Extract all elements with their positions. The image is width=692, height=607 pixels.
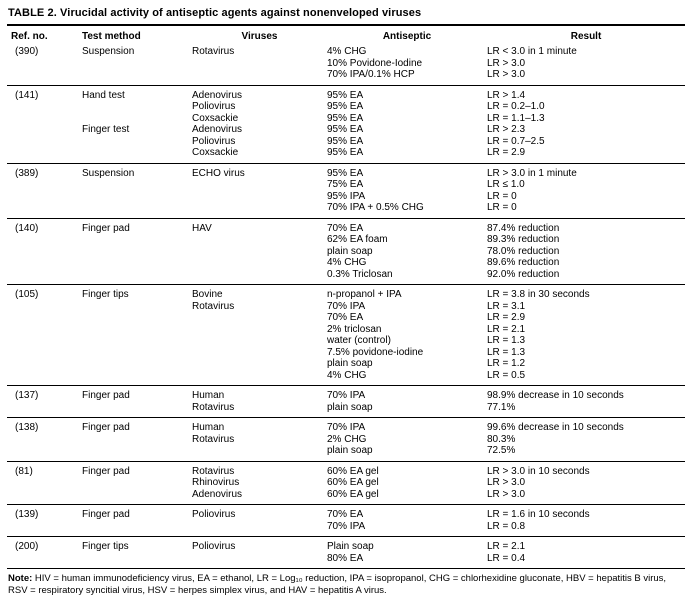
method-cell — [82, 147, 192, 163]
virus-cell: Coxsackie — [192, 147, 239, 158]
ref-cell — [7, 113, 82, 125]
antiseptic-cell: 95% EA — [327, 101, 364, 112]
method-cell: Finger tips — [82, 285, 192, 301]
result-cell: LR > 3.0 in 1 minute — [487, 163, 685, 179]
result-cell: LR > 2.3 — [487, 124, 526, 135]
method-cell — [82, 445, 192, 461]
ref-cell — [7, 202, 82, 218]
antiseptic-cell: 70% IPA — [327, 418, 487, 434]
table-row — [7, 218, 685, 234]
antiseptic-cell: 7.5% povidone-iodine — [327, 346, 424, 358]
method-cell — [82, 335, 192, 347]
table-row — [7, 370, 685, 386]
result-cell: LR = 3.1 — [487, 300, 526, 312]
antiseptic-cell: plain soap — [327, 401, 373, 413]
result-cell: 98.9% decrease in 10 seconds — [487, 386, 685, 402]
antiseptic-cell: 70% IPA — [327, 520, 366, 532]
table-row — [7, 505, 685, 521]
antiseptic-cell: 0.3% Triclosan — [327, 268, 393, 280]
result-cell: 87.4% reduction — [487, 218, 685, 234]
table-row — [7, 246, 685, 258]
result-cell: 89.3% reduction — [487, 234, 560, 245]
virus-cell — [192, 553, 327, 569]
virus-cell: Poliovirus — [192, 135, 236, 147]
result-cell: LR = 0 — [487, 190, 517, 202]
table-row — [7, 402, 685, 418]
virus-cell: Rotavirus — [192, 461, 327, 477]
method-cell — [82, 553, 192, 569]
method-cell — [82, 257, 192, 269]
antiseptic-cell: plain soap — [327, 445, 373, 456]
ref-cell — [7, 234, 82, 246]
result-cell: LR > 3.0 — [487, 69, 526, 80]
ref-cell — [7, 434, 82, 446]
antiseptic-cell: 70% IPA/0.1% HCP — [327, 69, 415, 80]
result-cell: LR = 2.1 — [487, 323, 526, 335]
table-row — [7, 434, 685, 446]
table-row — [7, 477, 685, 489]
virus-cell: Rhinovirus — [192, 477, 240, 488]
method-cell: Finger pad — [82, 418, 192, 434]
result-cell: LR = 0.8 — [487, 520, 526, 532]
table-row — [7, 335, 685, 347]
method-cell — [82, 58, 192, 70]
virus-cell: Bovine — [192, 285, 327, 301]
table-row — [7, 521, 685, 537]
method-cell: Finger pad — [82, 386, 192, 402]
virus-cell — [192, 69, 327, 85]
result-cell: LR = 1.3 — [487, 346, 526, 358]
virus-cell — [192, 370, 327, 386]
table-row — [7, 234, 685, 246]
table-title-text: Virucidal activity of antiseptic agents against nonenveloped viruses — [60, 7, 422, 19]
ref-cell — [7, 136, 82, 148]
antiseptic-cell: 70% EA — [327, 218, 487, 234]
ref-cell — [7, 191, 82, 203]
virus-cell — [192, 234, 327, 246]
column-header-result: Result — [487, 25, 685, 46]
virus-cell — [192, 347, 327, 359]
table-row — [7, 163, 685, 179]
column-header-ref-no: Ref. no. — [7, 25, 82, 46]
method-cell — [82, 101, 192, 113]
result-cell: LR = 1.2 — [487, 358, 526, 369]
antiseptic-cell: 95% EA — [327, 85, 487, 101]
result-cell: LR ≤ 1.0 — [487, 179, 525, 190]
antiseptic-cell: 70% EA — [327, 505, 487, 521]
method-cell — [82, 113, 192, 125]
ref-cell — [7, 69, 82, 85]
method-cell — [82, 324, 192, 336]
table-row — [7, 358, 685, 370]
virus-cell — [192, 335, 327, 347]
antiseptic-cell: 70% IPA — [327, 386, 487, 402]
result-cell: LR = 0.2–1.0 — [487, 101, 545, 112]
antiseptic-cell: 95% EA — [327, 124, 364, 135]
virus-cell: Poliovirus — [192, 505, 327, 521]
result-cell: LR = 0.7–2.5 — [487, 135, 545, 147]
antiseptic-cell: 75% EA — [327, 179, 364, 190]
table-row — [7, 489, 685, 505]
table-row — [7, 553, 685, 569]
ref-cell: (81) — [7, 461, 82, 477]
virus-cell — [192, 358, 327, 370]
ref-cell — [7, 101, 82, 113]
virus-cell: HAV — [192, 218, 327, 234]
antiseptic-cell: 10% Povidone-Iodine — [327, 57, 423, 69]
result-cell: 89.6% reduction — [487, 257, 560, 268]
antiseptic-cell: 4% CHG — [327, 369, 367, 381]
method-cell — [82, 269, 192, 285]
method-cell — [82, 179, 192, 191]
antiseptic-cell: plain soap — [327, 358, 373, 369]
table-row — [7, 69, 685, 85]
ref-cell — [7, 477, 82, 489]
table-row — [7, 445, 685, 461]
virus-cell: Rotavirus — [192, 401, 235, 413]
table-row — [7, 537, 685, 553]
table-row — [7, 301, 685, 313]
antiseptic-cell: 62% EA foam — [327, 234, 388, 245]
ref-cell: (390) — [15, 46, 39, 57]
virus-cell: Rotavirus — [192, 46, 235, 57]
virus-cell — [192, 269, 327, 285]
ref-cell — [7, 312, 82, 324]
virus-cell: Rotavirus — [192, 300, 235, 312]
ref-cell — [7, 358, 82, 370]
table-title — [7, 5, 685, 24]
virus-cell — [192, 179, 327, 191]
result-cell: LR = 0.5 — [487, 369, 526, 381]
method-cell: Suspension — [82, 46, 135, 57]
ref-cell — [7, 347, 82, 359]
table-header-row — [7, 25, 685, 46]
result-cell: 92.0% reduction — [487, 268, 560, 280]
virus-cell: Adenovirus — [192, 85, 327, 101]
antiseptic-cell: 4% CHG — [327, 46, 367, 57]
table-title-label: TABLE 2. — [8, 7, 57, 19]
virucidal-activity-table — [7, 24, 685, 569]
method-cell — [82, 434, 192, 446]
ref-cell — [7, 147, 82, 163]
virus-cell: Poliovirus — [192, 101, 236, 112]
ref-cell — [7, 521, 82, 537]
virus-cell: ECHO virus — [192, 163, 327, 179]
antiseptic-cell: 95% IPA — [327, 190, 366, 202]
virus-cell — [192, 521, 327, 537]
result-cell: 80.3% — [487, 433, 516, 445]
method-cell — [82, 234, 192, 246]
method-cell — [82, 301, 192, 313]
table-row — [7, 191, 685, 203]
method-cell — [82, 370, 192, 386]
antiseptic-cell: 95% EA — [327, 163, 487, 179]
table-row — [7, 179, 685, 191]
virus-cell: Coxsackie — [192, 112, 239, 124]
virus-cell: Adenovirus — [192, 488, 243, 500]
table-note-label: Note: — [8, 573, 33, 584]
method-cell — [82, 136, 192, 148]
antiseptic-cell: 95% EA — [327, 147, 364, 158]
table-row — [7, 386, 685, 402]
table-body — [7, 46, 685, 569]
result-cell: LR = 1.3 — [487, 335, 526, 346]
method-cell: Finger pad — [82, 461, 192, 477]
method-cell — [82, 402, 192, 418]
antiseptic-cell: 60% EA gel — [327, 488, 379, 500]
table-row — [7, 46, 685, 58]
method-cell — [82, 69, 192, 85]
virus-cell — [192, 445, 327, 461]
result-cell: LR = 1.1–1.3 — [487, 112, 545, 124]
virus-cell: Adenovirus — [192, 124, 243, 135]
virus-cell: Human — [192, 418, 327, 434]
result-cell: LR = 0 — [487, 202, 517, 213]
ref-cell — [7, 335, 82, 347]
table-row — [7, 58, 685, 70]
antiseptic-cell: n-propanol + IPA — [327, 285, 487, 301]
result-cell: 72.5% — [487, 445, 516, 456]
antiseptic-cell: 70% IPA — [327, 300, 366, 312]
method-cell: Suspension — [82, 163, 192, 179]
antiseptic-cell: 95% EA — [327, 112, 364, 124]
antiseptic-cell: 95% EA — [327, 135, 364, 147]
result-cell: LR > 1.4 — [487, 85, 685, 101]
ref-cell: (200) — [7, 537, 82, 553]
table-row — [7, 312, 685, 324]
ref-cell — [7, 58, 82, 70]
ref-cell: (141) — [7, 85, 82, 101]
result-cell: LR < 3.0 in 1 minute — [487, 46, 577, 57]
method-cell: Hand test — [82, 85, 192, 101]
table-row — [7, 124, 685, 136]
table-row — [7, 101, 685, 113]
antiseptic-cell: plain soap — [327, 245, 373, 257]
ref-cell — [7, 489, 82, 505]
method-cell — [82, 347, 192, 359]
virus-cell: Human — [192, 386, 327, 402]
antiseptic-cell: 2% triclosan — [327, 323, 382, 335]
method-cell: Finger pad — [82, 505, 192, 521]
virus-cell: Rotavirus — [192, 433, 235, 445]
antiseptic-cell: Plain soap — [327, 537, 487, 553]
table-note-text: HIV = human immunodeficiency virus, EA = ethanol, LR = Log₁₀ reduction, IPA = isopropanol, CHG = chlorhexidine gluconate, HBV = hepatitis B virus, RSV = respiratory syncitial virus, HSV = herpes simplex virus, and HAV = hepatitis A virus. — [8, 573, 667, 596]
virus-cell — [192, 312, 327, 324]
table-row — [7, 269, 685, 285]
ref-cell: (105) — [7, 285, 82, 301]
table-row — [7, 202, 685, 218]
result-cell: LR > 3.0 — [487, 57, 526, 69]
virus-cell — [192, 202, 327, 218]
virus-cell — [192, 324, 327, 336]
virus-cell — [192, 58, 327, 70]
ref-cell — [7, 179, 82, 191]
method-cell: Finger test — [82, 124, 130, 135]
result-cell: LR = 2.9 — [487, 147, 526, 158]
ref-cell — [7, 124, 82, 136]
ref-cell — [7, 370, 82, 386]
method-cell: Finger pad — [82, 218, 192, 234]
result-cell: 77.1% — [487, 401, 516, 413]
result-cell: 99.6% decrease in 10 seconds — [487, 418, 685, 434]
virus-cell: Poliovirus — [192, 537, 327, 553]
table-row — [7, 418, 685, 434]
result-cell: LR = 1.6 in 10 seconds — [487, 505, 685, 521]
result-cell: LR = 0.4 — [487, 552, 526, 564]
table-row — [7, 347, 685, 359]
table-note — [7, 569, 685, 597]
virus-cell — [192, 246, 327, 258]
table-row — [7, 285, 685, 301]
ref-cell — [7, 246, 82, 258]
virus-cell — [192, 191, 327, 203]
table-row — [7, 257, 685, 269]
ref-cell: (138) — [7, 418, 82, 434]
method-cell — [82, 312, 192, 324]
result-cell: LR > 3.0 in 10 seconds — [487, 461, 685, 477]
method-cell — [82, 246, 192, 258]
result-cell: LR = 3.8 in 30 seconds — [487, 285, 685, 301]
antiseptic-cell: 70% IPA + 0.5% CHG — [327, 202, 424, 213]
antiseptic-cell: 60% EA gel — [327, 477, 379, 488]
table-row — [7, 147, 685, 163]
antiseptic-cell: 4% CHG — [327, 257, 367, 268]
table-row — [7, 113, 685, 125]
column-header-test-method: Test method — [82, 25, 192, 46]
method-cell — [82, 202, 192, 218]
antiseptic-cell: 70% EA — [327, 312, 364, 323]
ref-cell: (140) — [7, 218, 82, 234]
ref-cell: (137) — [7, 386, 82, 402]
table-row — [7, 461, 685, 477]
method-cell — [82, 191, 192, 203]
antiseptic-cell: water (control) — [327, 335, 391, 346]
ref-cell — [7, 402, 82, 418]
method-cell — [82, 489, 192, 505]
result-cell: LR > 3.0 — [487, 477, 526, 488]
result-cell: 78.0% reduction — [487, 245, 560, 257]
table-row — [7, 85, 685, 101]
antiseptic-cell: 2% CHG — [327, 433, 367, 445]
table-row — [7, 136, 685, 148]
antiseptic-cell: 80% EA — [327, 552, 364, 564]
ref-cell: (389) — [7, 163, 82, 179]
result-cell: LR = 2.1 — [487, 537, 685, 553]
ref-cell — [7, 324, 82, 336]
ref-cell: (139) — [7, 505, 82, 521]
method-cell — [82, 358, 192, 370]
result-cell: LR = 2.9 — [487, 312, 526, 323]
ref-cell — [7, 445, 82, 461]
result-cell: LR > 3.0 — [487, 488, 526, 500]
ref-cell — [7, 257, 82, 269]
table-row — [7, 324, 685, 336]
method-cell — [82, 521, 192, 537]
column-header-viruses: Viruses — [192, 25, 327, 46]
ref-cell — [7, 553, 82, 569]
ref-cell — [7, 269, 82, 285]
column-header-antiseptic: Antiseptic — [327, 25, 487, 46]
method-cell: Finger tips — [82, 537, 192, 553]
ref-cell — [7, 301, 82, 313]
antiseptic-cell: 60% EA gel — [327, 461, 487, 477]
method-cell — [82, 477, 192, 489]
virus-cell — [192, 257, 327, 269]
